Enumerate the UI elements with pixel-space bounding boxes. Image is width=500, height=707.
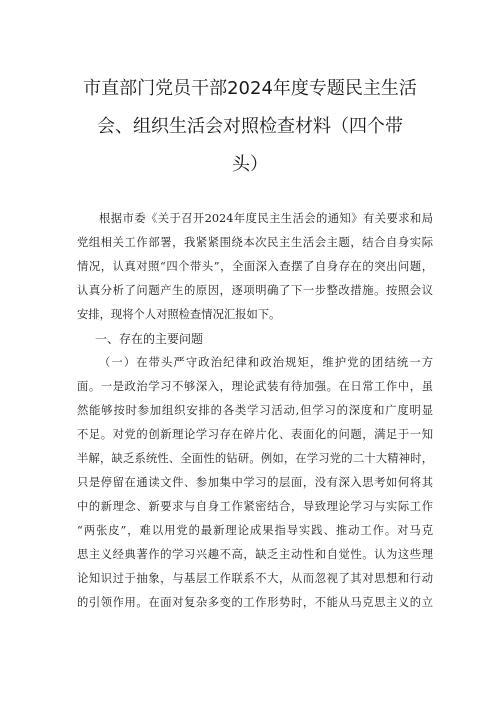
paragraph-line: 根据市委《关于召开2024年度民主生活会的通知》有关要求和局 (99, 212, 433, 225)
paragraph-line: 认真分析了问题产生的原因，逐项明确了下一步整改措施。按照会议 (77, 284, 433, 297)
paragraph-line: 半解，缺乏系统性、全面性的钻研。例如，在学习党的二十大精神时， (77, 452, 433, 465)
title-line: 会、组织生活会对照检查材料（四个带 (97, 116, 403, 137)
document-title (60, 70, 440, 184)
paragraph-line: 党组相关工作部署，我紧紧围绕本次民主生活会主题，结合自身实际 (77, 236, 433, 249)
paragraph-line: （一）在带头严守政治纪律和政治规矩，维护党的团结统一方 (99, 356, 433, 369)
title-line: 市直部门党员干部2024年度专题民主生活 (83, 78, 417, 99)
paragraph-line: 然能够按时参加组织安排的各类学习活动,但学习的深度和广度明显 (77, 404, 433, 417)
paragraph-line: 论知识过于抽象，与基层工作联系不大，从而忽视了其对思想和行动 (77, 572, 433, 585)
intro-paragraph (77, 207, 433, 327)
paragraph-line: “两张皮”，难以用党的最新理论成果指导实践、推动工作。对马克 (77, 524, 433, 537)
paragraph-line: 的引领作用。在面对复杂多变的工作形势时，不能从马克思主义的立 (77, 596, 433, 609)
paragraph-line: 面。一是政治学习不够深入，理论武装有待加强。在日常工作中，虽 (77, 380, 433, 393)
paragraph-line: 安排，现将个人对照检查情况汇报如下。 (77, 308, 281, 321)
paragraph-line: 情况，认真对照“四个带头”，全面深入查摆了自身存在的突出问题， (77, 260, 433, 273)
title-line: 头） (232, 154, 268, 175)
document-body (77, 207, 433, 615)
section-paragraph (77, 351, 433, 615)
paragraph-line: 只是停留在通读文件、参加集中学习的层面，没有深入思考如何将其 (77, 476, 433, 489)
section-heading: 一、存在的主要问题 (95, 332, 204, 346)
paragraph-line: 思主义经典著作的学习兴趣不高，缺乏主动性和自觉性。认为这些理 (77, 548, 433, 561)
paragraph-line: 中的新理念、新要求与自身工作紧密结合，导致理论学习与实际工作 (77, 500, 433, 513)
paragraph-line: 不足。对党的创新理论学习存在碎片化、表面化的问题，满足于一知 (77, 428, 433, 441)
